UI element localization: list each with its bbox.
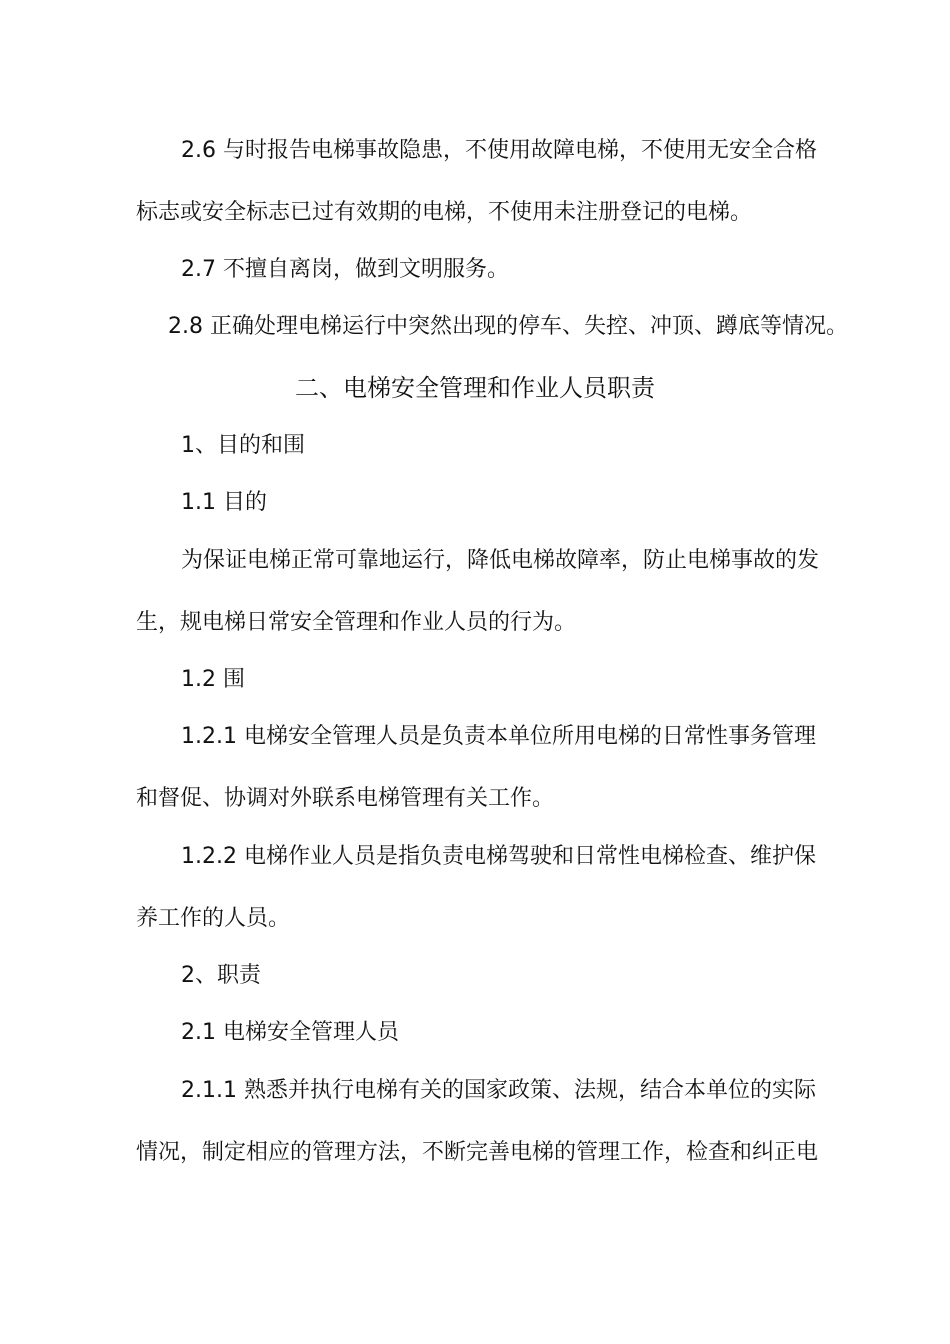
paragraph-line: 1.2.2 电梯作业人员是指负责电梯驾驶和日常性电梯检查、维护保 bbox=[181, 844, 816, 869]
subheading: 2、职责 bbox=[181, 963, 261, 988]
paragraph-line: 2.7 不擅自离岗，做到文明服务。 bbox=[181, 257, 509, 282]
paragraph-line: 和督促、协调对外联系电梯管理有关工作。 bbox=[136, 786, 555, 811]
paragraph-line: 1.2.1 电梯安全管理人员是负责本单位所用电梯的日常性事务管理 bbox=[181, 724, 816, 749]
paragraph-line: 为保证电梯正常可靠地运行，降低电梯故障率，防止电梯事故的发 bbox=[181, 548, 820, 573]
paragraph-line: 养工作的人员。 bbox=[136, 906, 291, 931]
paragraph-line: 生，规电梯日常安全管理和作业人员的行为。 bbox=[136, 610, 577, 635]
section-heading: 二、电梯安全管理和作业人员职责 bbox=[295, 374, 655, 402]
paragraph-line: 标志或安全标志已过有效期的电梯，不使用未注册登记的电梯。 bbox=[136, 200, 753, 225]
subheading: 1.1 目的 bbox=[181, 490, 267, 515]
paragraph-line: 2.6 与时报告电梯事故隐患，不使用故障电梯，不使用无安全合格 bbox=[181, 138, 817, 163]
paragraph-line: 2.8 正确处理电梯运行中突然出现的停车、失控、冲顶、蹲底等情况。 bbox=[168, 314, 848, 339]
subheading: 1.2 围 bbox=[181, 667, 245, 692]
subheading: 2.1 电梯安全管理人员 bbox=[181, 1020, 399, 1045]
paragraph-line: 2.1.1 熟悉并执行电梯有关的国家政策、法规，结合本单位的实际 bbox=[181, 1078, 816, 1103]
paragraph-line: 情况，制定相应的管理方法，不断完善电梯的管理工作，检查和纠正电 bbox=[136, 1140, 819, 1165]
subheading: 1、目的和围 bbox=[181, 433, 305, 458]
